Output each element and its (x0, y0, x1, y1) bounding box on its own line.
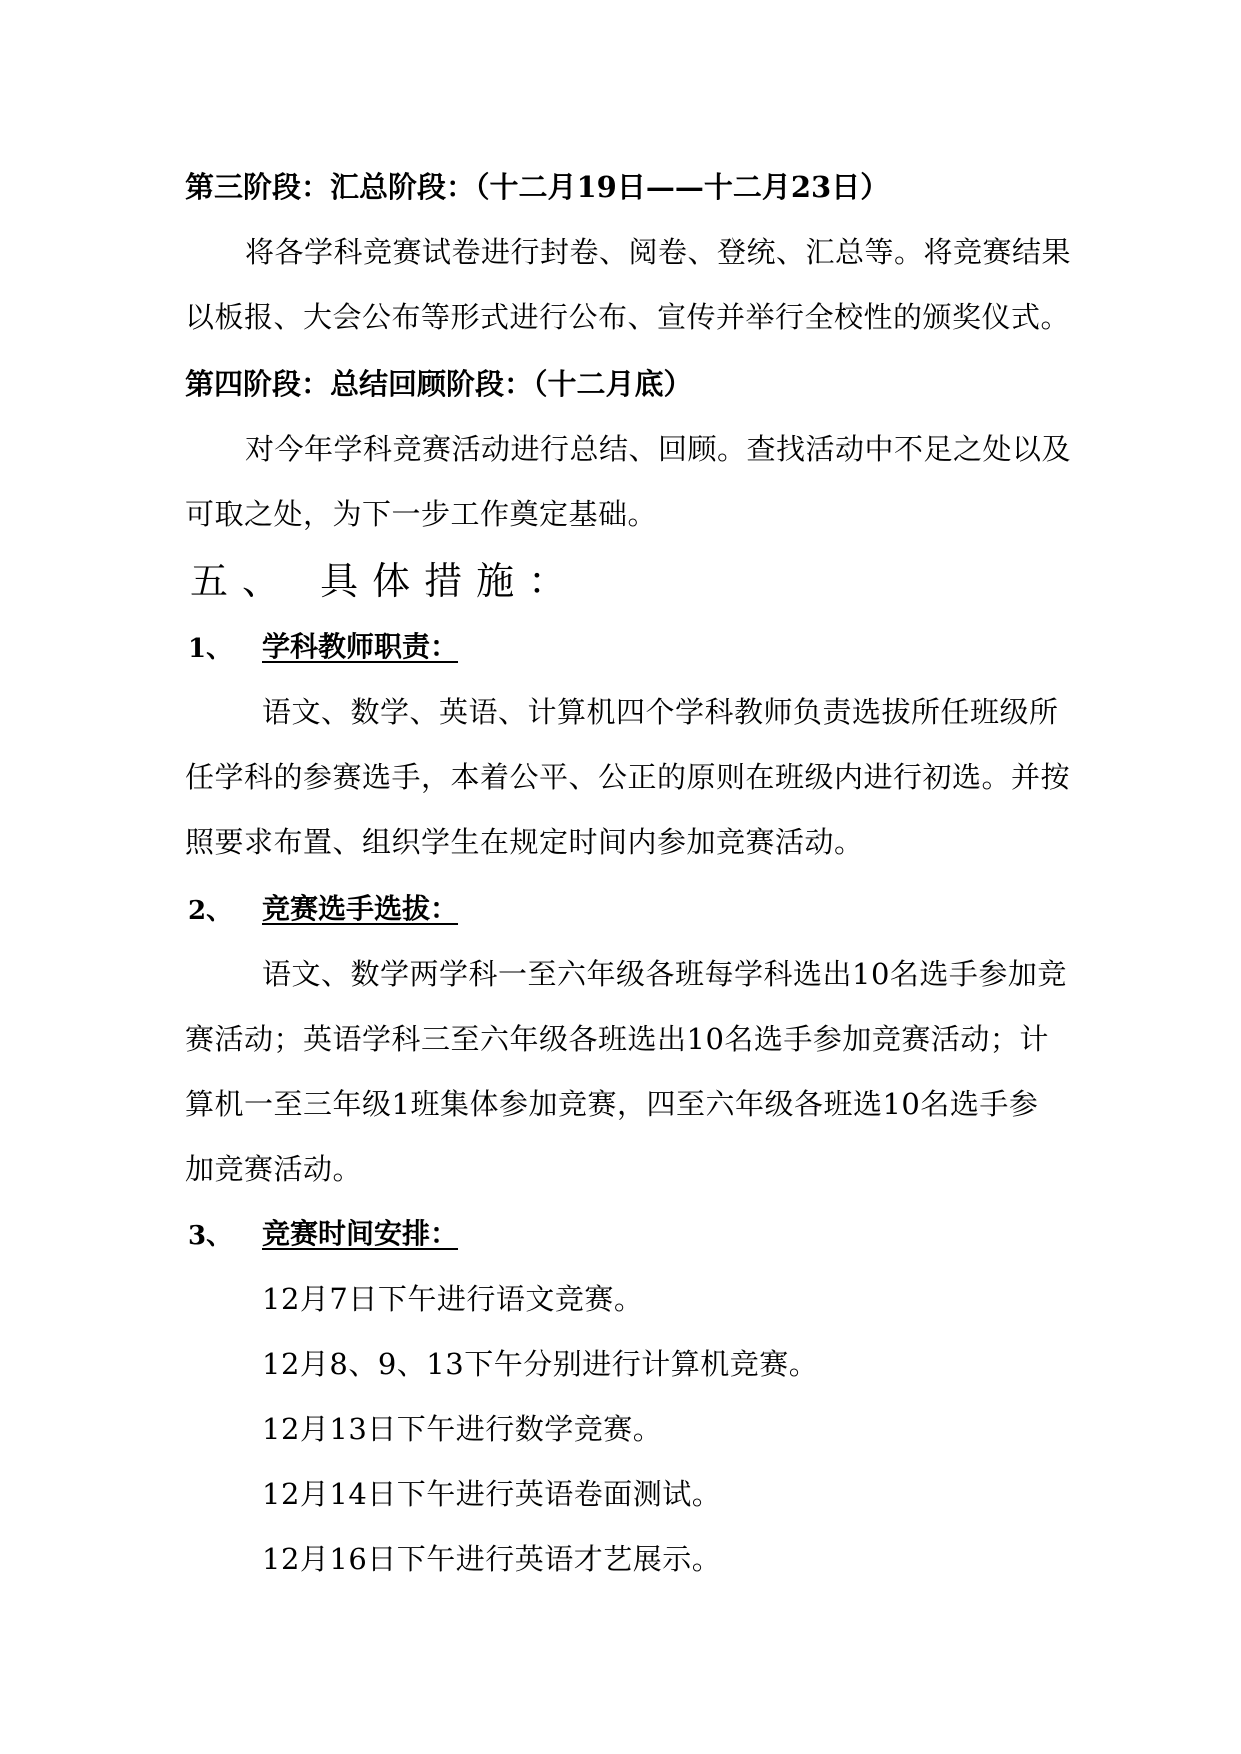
schedule-item: 12月13日下午进行数学竞赛。 (262, 1412, 663, 1446)
phase4-line-2: 可取之处，为下一步工作奠定基础。 (185, 497, 658, 531)
item1-line-2: 任学科的参赛选手，本着公平、公正的原则在班级内进行初选。并按 (185, 760, 1071, 794)
item1-title: 学科教师职责： (262, 630, 459, 663)
item3-number: 3、 (188, 1221, 233, 1251)
item1-number: 1、 (188, 634, 233, 664)
item2-line-2: 赛活动；英语学科三至六年级各班选出10名选手参加竞赛活动；计 (185, 1022, 1049, 1056)
item2-line-3: 算机一至三年级1班集体参加竞赛，四至六年级各班选10名选手参 (185, 1087, 1039, 1121)
phase3-line-2: 以板报、大会公布等形式进行公布、宣传并举行全校性的颁奖仪式。 (185, 300, 1071, 334)
phase3-line-1: 将各学科竞赛试卷进行封卷、阅卷、登统、汇总等。将竞赛结果 (245, 235, 1072, 269)
schedule-item: 12月8、9、13下午分别进行计算机竞赛。 (262, 1347, 819, 1381)
schedule-item: 12月16日下午进行英语才艺展示。 (262, 1542, 722, 1576)
item2-title: 竞赛选手选拔： (262, 892, 459, 925)
phase4-heading: 第四阶段：总结回顾阶段：（十二月底） (185, 367, 693, 401)
section-5-title: 五、 具体措施： (190, 559, 581, 603)
item1-line-3: 照要求布置、组织学生在规定时间内参加竞赛活动。 (185, 825, 864, 859)
item2-line-1: 语文、数学两学科一至六年级各班每学科选出10名选手参加竞 (262, 957, 1067, 991)
schedule-item: 12月7日下午进行语文竞赛。 (262, 1282, 644, 1316)
item1-line-1: 语文、数学、英语、计算机四个学科教师负责选拔所任班级所 (262, 695, 1059, 729)
phase4-line-1: 对今年学科竞赛活动进行总结、回顾。查找活动中不足之处以及 (245, 432, 1072, 466)
schedule-item: 12月14日下午进行英语卷面测试。 (262, 1477, 722, 1511)
item3-title: 竞赛时间安排： (262, 1217, 459, 1250)
item2-line-4: 加竞赛活动。 (185, 1152, 363, 1186)
phase3-heading: 第三阶段：汇总阶段：（十二月19日——十二月23日） (185, 170, 890, 204)
item2-number: 2、 (188, 896, 233, 926)
